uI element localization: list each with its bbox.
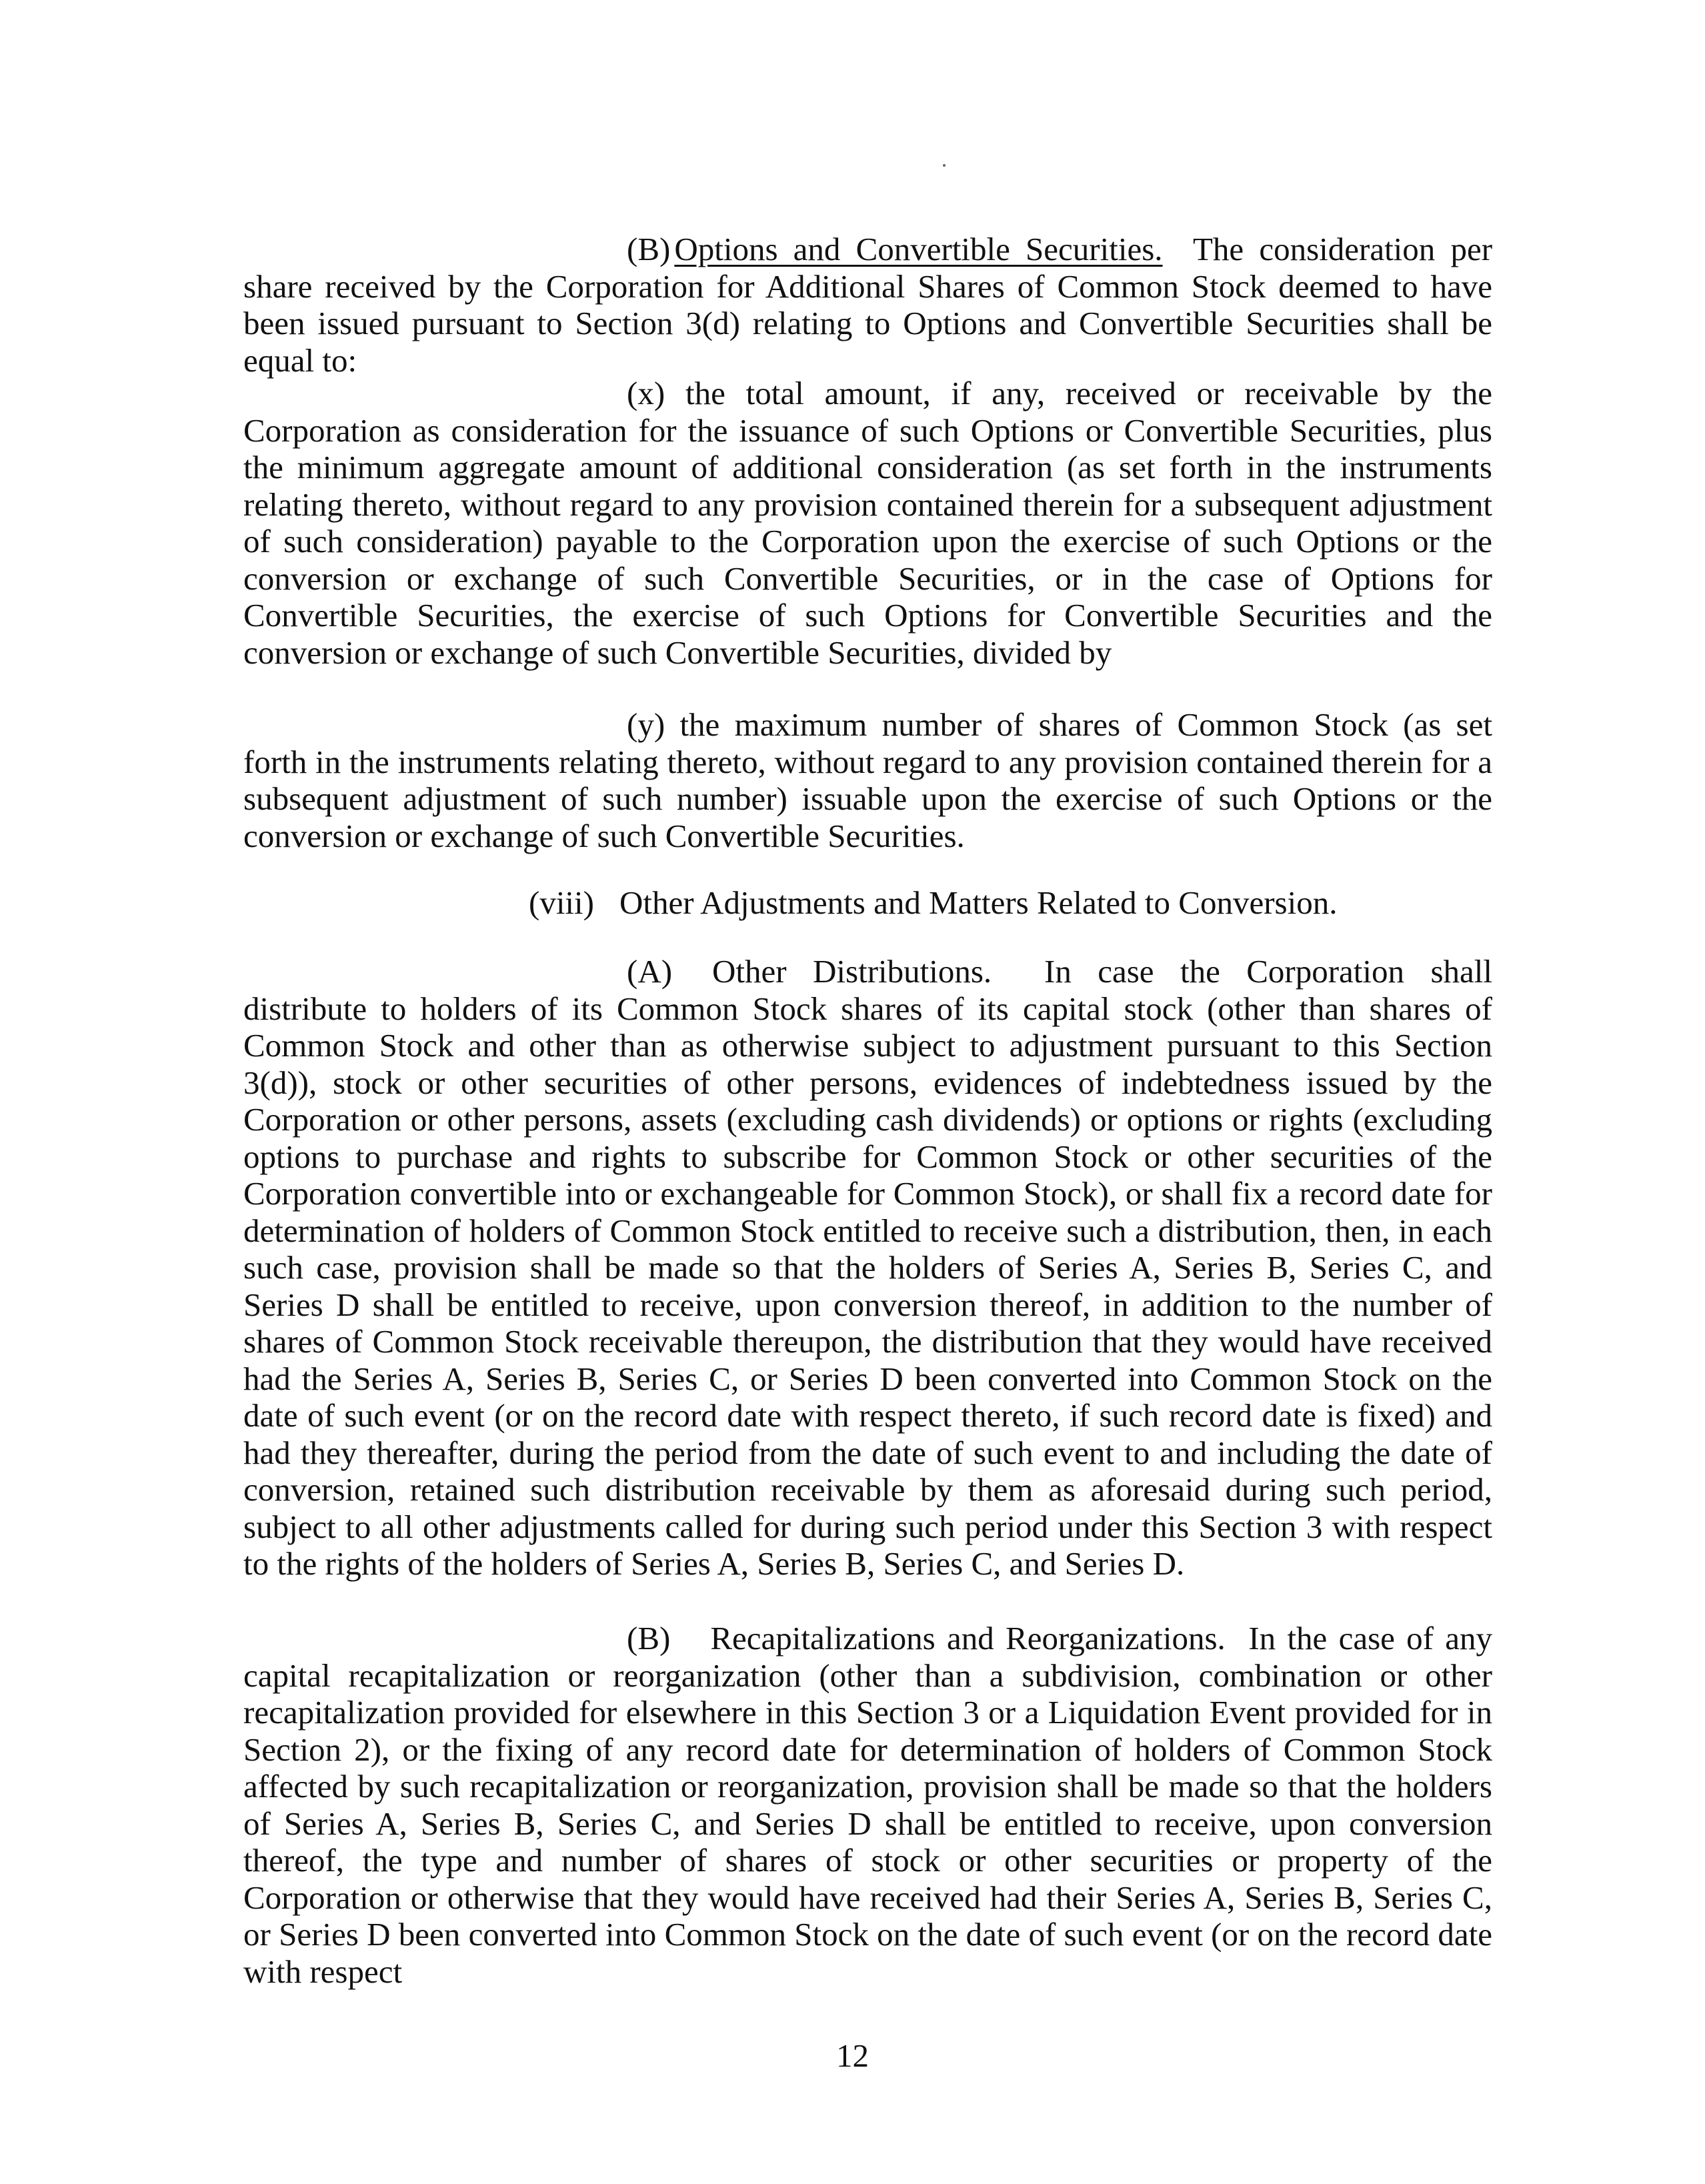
clause-body: The consideration per share received by the Corporation for Additional Shares of Common Stock deemed to have been issued pursuant to Section 3(d) relating to Options and Convertible Securities shall be equal to: <box>243 231 1493 379</box>
paragraph-clause-y <box>243 706 1492 854</box>
section-heading-viii <box>243 884 1492 922</box>
clause-heading: Options and Convertible Securities. <box>674 231 1163 267</box>
clause-marker: (A) <box>627 953 673 990</box>
clause-body: the total amount, if any, received or receivable by the Corporation as consideration for the issuance of such Options or Convertible Securities, plus the minimum aggregate amount of additional consideration (as set forth in the instruments relating thereto, without regard to any provision contained therein for a subsequent adjustment of such consideration) payable to the Corporation upon the exercise of such Options or the conversion or exchange of such Convertible Securities, or in the case of Options for Convertible Securities, the exercise of such Options for Convertible Securities and the conversion or exchange of such Convertible Securities, divided by <box>243 375 1492 671</box>
clause-marker: (x) <box>627 375 665 411</box>
paragraph-recapitalizations <box>243 1620 1492 1990</box>
clause-body: In the case of any capital recapitalization or reorganization (other than a subdivision, combination or other recapitalization provided for elsewhere in this Section 3 or a Liquidation Event provided for in Section 2), or the fixing of any record date for determination of holders of Common Stock affected by such recapitalization or reorganization, provision shall be made so that the holders of Series A, Series B, Series C, and Series D shall be entitled to receive, upon conversion thereof, the type and number of shares of stock or other securities or property of the Corporation or otherwise that they would have received had their Series A, Series B, Series C, or Series D been converted into Common Stock on the date of such event (or on the record date with respect <box>243 1620 1492 1990</box>
scan-speck <box>943 164 946 167</box>
clause-heading: Other Distributions. <box>712 953 992 990</box>
section-marker: (viii) <box>529 884 594 921</box>
page-number: 12 <box>836 2037 869 2074</box>
section-heading: Other Adjustments and Matters Related to Conversion. <box>619 884 1338 921</box>
paragraph-options-convertible-securities <box>243 231 1492 379</box>
clause-heading: Recapitalizations and Reorganizations. <box>710 1620 1226 1657</box>
paragraph-clause-x <box>243 375 1492 671</box>
clause-body: In case the Corporation shall distribute to holders of its Common Stock shares of its capital stock (other than shares of Common Stock and other than as otherwise subject to adjustment pursuant to this Section 3(d)), stock or other securities of other persons, evidences of indebtedness issued by the Corporation or other persons, assets (excluding cash dividends) or options or rights (excluding options to purchase and rights to subscribe for Common Stock or other securities of the Corporation convertible into or exchangeable for Common Stock), or shall fix a record date for determination of holders of Common Stock entitled to receive such a distribution, then, in each such case, provision shall be made so that the holders of Series A, Series B, Series C, and Series D shall be entitled to receive, upon conversion thereof, in addition to the number of shares of Common Stock receivable thereupon, the distribution that they would have received had the Series A, Series B, Series C, or Series D been converted into Common Stock on the date of such event (or on the record date with respect thereto, if such record date is fixed) and had they thereafter, during the period from the date of such event to and including the date of conversion, retained such distribution receivable by them as aforesaid during such period, subject to all other adjustments called for during such period under this Section 3 with respect to the rights of the holders of Series A, Series B, Series C, and Series D. <box>243 953 1492 1582</box>
clause-marker: (B) <box>627 1620 671 1657</box>
paragraph-other-distributions <box>243 953 1492 1582</box>
clause-marker: (B) <box>627 231 671 267</box>
clause-marker: (y) <box>627 706 665 743</box>
clause-body: the maximum number of shares of Common Stock (as set forth in the instruments relating thereto, without regard to any provision contained therein for a subsequent adjustment of such number) issuable upon the exercise of such Options or the conversion or exchange of such Convertible Securities. <box>243 706 1492 854</box>
